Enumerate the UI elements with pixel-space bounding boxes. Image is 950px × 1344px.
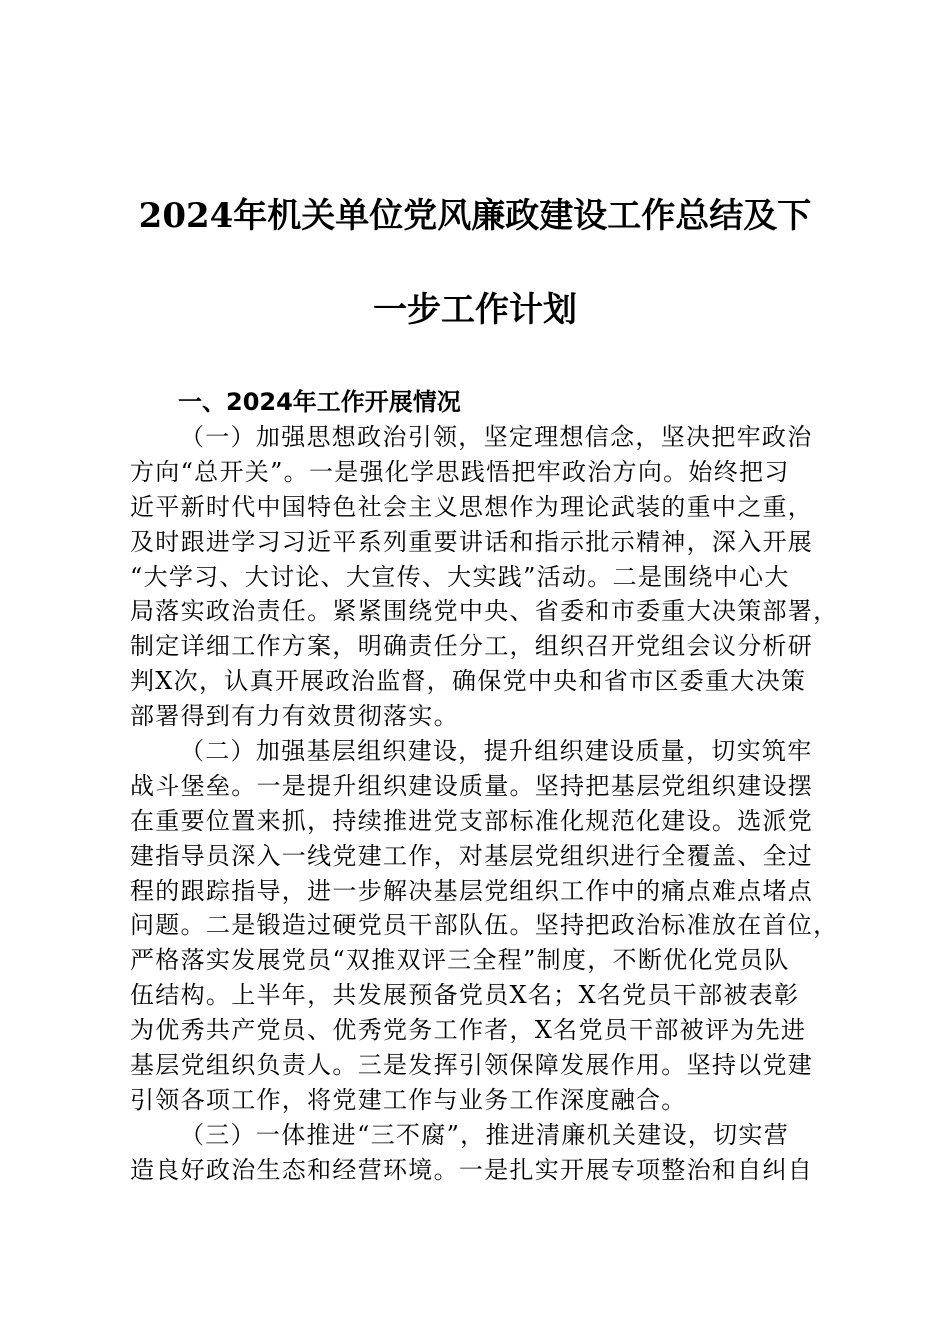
paragraph-line: （三）一体推进“三不腐”，推进清廉机关建设，切实营 [180, 1120, 790, 1149]
paragraph-line: 方向“总开关”。一是强化学思践悟把牢政治方向。始终把习 [130, 457, 790, 486]
paragraph-line: 基层党组织负责人。三是发挥引领保障发展作用。坚持以党建 [130, 1051, 814, 1080]
paragraph-1 [130, 420, 839, 734]
paragraph-2 [130, 734, 839, 1118]
document-title-line-2: 一步工作计划 [373, 290, 577, 330]
section-heading: 一、2024年工作开展情况 [178, 388, 461, 416]
paragraph-line: 近平新时代中国特色社会主义思想作为理论武装的重中之重， [130, 492, 814, 521]
paragraph-line: 造良好政治生态和经营环境。一是扎实开展专项整治和自纠自 [130, 1155, 814, 1184]
paragraph-line: 在重要位置来抓，持续推进党支部标准化规范化建设。选派党 [130, 806, 814, 835]
paragraph-line: （一）加强思想政治引领，坚定理想信念，坚决把牢政治 [180, 423, 813, 451]
paragraph-line: 局落实政治责任。紧紧围绕党中央、省委和市委重大决策部署， [130, 597, 839, 626]
paragraph-line: “大学习、大讨论、大宣传、大实践”活动。二是围绕中心大 [130, 562, 790, 591]
paragraph-line: 制定详细工作方案，明确责任分工，组织召开党组会议分析研 [130, 632, 814, 661]
document-title-line-1: 2024年机关单位党风廉政建设工作总结及下 [138, 196, 812, 236]
paragraph-line: 战斗堡垒。一是提升组织建设质量。坚持把基层党组织建设摆 [130, 771, 814, 800]
paragraph-line: 部署得到有力有效贯彻落实。 [130, 702, 459, 731]
paragraph-line: 问题。二是锻造过硬党员干部队伍。坚持把政治标准放在首位， [130, 911, 839, 940]
document-body [130, 420, 839, 1188]
paragraph-line: 伍结构。上半年，共发展预备党员X名；X名党员干部被表彰 [130, 981, 800, 1010]
paragraph-line: 引领各项工作，将党建工作与业务工作深度融合。 [130, 1085, 687, 1114]
paragraph-line: 建指导员深入一线党建工作，对基层党组织进行全覆盖、全过 [130, 841, 814, 870]
paragraph-line: 严格落实发展党员“双推双评三全程”制度，不断优化党员队 [130, 946, 790, 975]
paragraph-3 [130, 1118, 830, 1188]
paragraph-line: 及时跟进学习习近平系列重要讲话和指示批示精神，深入开展 [130, 527, 814, 556]
paragraph-line: （二）加强基层组织建设，提升组织建设质量，切实筑牢 [180, 737, 813, 766]
paragraph-line: 判X次，认真开展政治监督，确保党中央和省市区委重大决策 [130, 667, 807, 696]
paragraph-line: 程的跟踪指导，进一步解决基层党组织工作中的痛点难点堵点 [130, 876, 814, 905]
paragraph-line: 为优秀共产党员、优秀党务工作者，X名党员干部被评为先进 [130, 1016, 807, 1045]
